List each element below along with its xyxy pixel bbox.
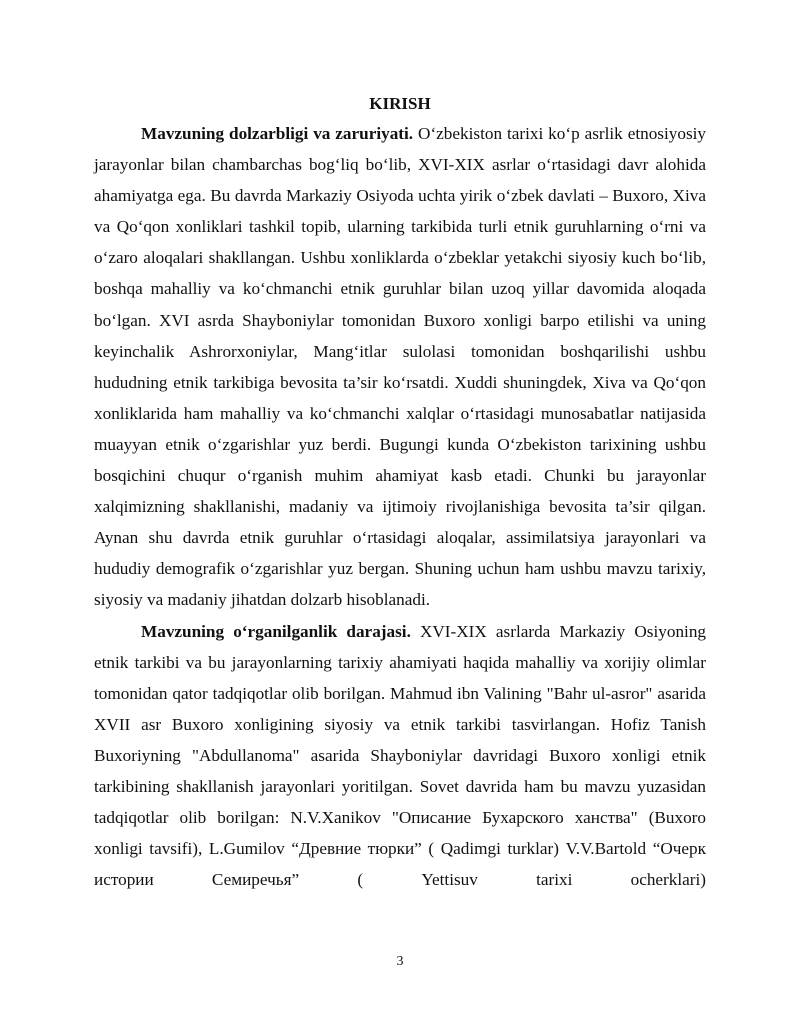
paragraph-study-level bbox=[94, 616, 706, 896]
paragraph-text: O‘zbekiston tarixi ko‘p asrlik etnosiyosiy jarayonlar bilan chambarchas bog‘liq bo‘lib, XVI-XIX asrlar o‘rtasidagi davr alohida ahamiyatga ega. Bu davrda Markaziy Osiyoda uchta yirik o‘zbek davlati – Buxoro, Xiva va Qo‘qon xonliklari tashkil topib, ularning tarkibida turli etnik guruhlarning o‘rni va o‘zaro aloqalari shakllangan. Ushbu xonliklarda o‘zbeklar yetakchi siyosiy kuch bo‘lib, boshqa mahalliy va ko‘chmanchi etnik guruhlar bilan uzoq yillar davomida aloqada bo‘lgan. XVI asrda Shayboniylar tomonidan Buxoro xonligi barpo etilishi va uning keyinchalik Ashrorxoniylar, Mang‘itlar sulolasi tomonidan boshqarilishi ushbu hududning etnik tarkibiga bevosita ta’sir ko‘rsatdi. Xuddi shuningdek, Xiva va Qo‘qon xonliklarida ham mahalliy va ko‘chmanchi xalqlar o‘rtasidagi munosabatlar natijasida muayyan etnik o‘zgarishlar yuz berdi. Bugungi kunda O‘zbekiston tarixining ushbu bosqichini chuqur o‘rganish muhim ahamiyat kasb etadi. Chunki bu jarayonlar xalqimizning shakllanishi, madaniy va ijtimoiy rivojlanishiga bevosita ta’sir qilgan. Aynan shu davrda etnik guruhlar o‘rtasidagi aloqalar, assimilatsiya jarayonlari va hududiy demografik o‘zgarishlar yuz bergan. Shuning uchun ham ushbu mavzu tarixiy, siyosiy va madaniy jihatdan dolzarb hisoblanadi. bbox=[94, 124, 706, 610]
body-text bbox=[94, 118, 706, 895]
paragraph-lead: Mavzuning o‘rganilganlik darajasi. bbox=[141, 621, 411, 641]
paragraph-lead: Mavzuning dolzarbligi va zaruriyati. bbox=[141, 124, 414, 143]
page-number: 3 bbox=[396, 954, 404, 969]
paragraph-text: XVI-XIX asrlarda Markaziy Osiyoning etnik tarkibi va bu jarayonlarning tarixiy ahamiyati haqida mahalliy va xorijiy olimlar tomonidan qator tadqiqotlar olib borilgan. Mahmud ibn Valining "Bahr ul-asror" asarida XVII asr Buxoro xonligining siyosiy va etnik tarkibi tasvirlangan. Hofiz Tanish Buxoriyning "Abdullanoma" asarida Shayboniylar davridagi Buxoro xonligi etnik tarkibining shakllanish jarayonlari yoritilgan. Sovet davrida ham bu mavzu yuzasidan tadqiqotlar olib borilgan: N.V.Xanikov "Описание Бухарского ханства" (Buxoro xonligi tavsifi), L.Gumilov “Древние тюрки” ( Qadimgi turklar) V.V.Bartold “Очерк истории Семиречья” ( Yettisuv tarixi ocherklari) bbox=[94, 621, 707, 890]
paragraph-relevance bbox=[94, 118, 706, 616]
section-title: KIRISH bbox=[369, 94, 431, 113]
